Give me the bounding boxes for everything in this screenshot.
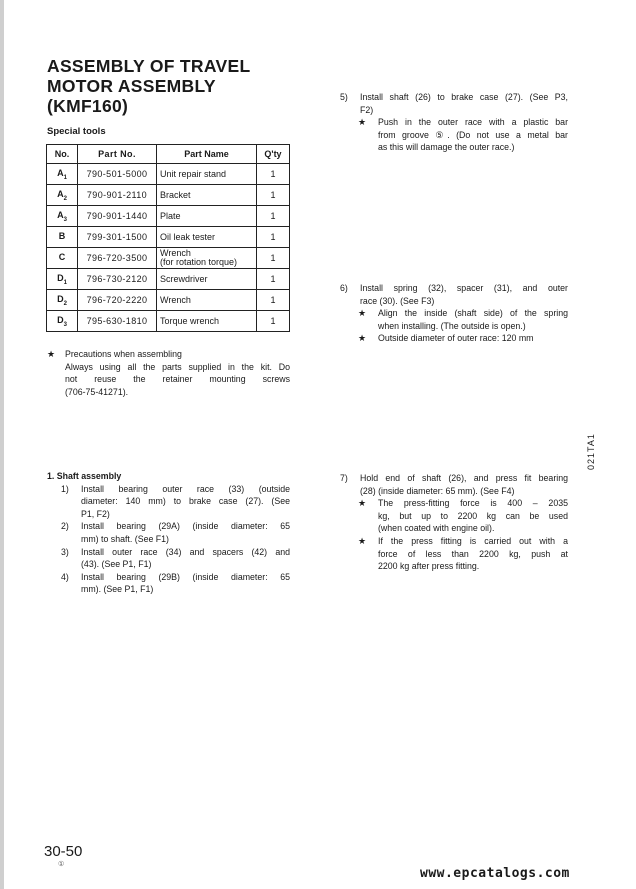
- note-line: (when coated with engine oil).: [378, 523, 495, 534]
- cell-no: C: [47, 248, 78, 269]
- table-row: [47, 311, 290, 332]
- cell-part-no: 790-901-1440: [78, 206, 157, 227]
- cell-no: B: [47, 227, 78, 248]
- note-item: [340, 307, 568, 332]
- precautions-line: (706-75-41271).: [65, 386, 129, 397]
- cell-part-no: 799-301-1500: [78, 227, 157, 248]
- title-line-3: (KMF160): [47, 96, 129, 116]
- star-icon: ★: [47, 349, 55, 359]
- section-heading: 1. Shaft assembly: [47, 471, 122, 481]
- cell-no: $D_3$: [47, 311, 78, 332]
- watermark-link[interactable]: www.epcatalogs.com: [420, 866, 570, 881]
- list-item: 2) Install bearing (29A) (inside diameter: 65 mm) to shaft. (See F1): [61, 521, 290, 544]
- section-shaft-assembly: [47, 470, 290, 596]
- star-icon: ★: [358, 333, 366, 344]
- cell-part-name: Plate: [157, 206, 257, 227]
- step-number: 5): [340, 92, 348, 102]
- cell-part-name: Wrench: [157, 290, 257, 311]
- step-line: F2): [360, 104, 374, 115]
- side-code: 021TA1: [586, 433, 596, 470]
- special-tools-label: Special tools: [47, 126, 106, 137]
- step-line: Install spring (32), spacer (31), and outer: [360, 283, 568, 293]
- star-icon: ★: [358, 308, 366, 319]
- note-line: as this will damage the outer race.): [378, 142, 515, 153]
- table-header-row: [47, 145, 290, 164]
- note-line: when installing. (The outside is open.): [378, 320, 526, 331]
- step-line: (28) (inside diameter: 65 mm). (See F4): [360, 485, 515, 496]
- cell-qty: 1: [257, 290, 290, 311]
- note-line: Outside diameter of outer race: 120 mm: [378, 333, 534, 344]
- cell-part-name: Unit repair stand: [157, 164, 257, 185]
- step-5: [340, 91, 568, 154]
- step-line: Install shaft (26) to brake case (27). (See P3,: [360, 92, 568, 102]
- step-number: 7): [340, 473, 348, 483]
- cell-part-name: Wrench (for rotation torque): [157, 248, 257, 269]
- header-part-no: Part No.: [78, 145, 157, 164]
- cell-part-name: Bracket: [157, 185, 257, 206]
- precautions-line: not reuse the retainer mounting screws: [65, 374, 290, 385]
- cell-qty: 1: [257, 248, 290, 269]
- table-row: [47, 227, 290, 248]
- cell-no: $D_1$: [47, 269, 78, 290]
- precautions-line: Always using all the parts supplied in the kit. Do: [65, 361, 290, 372]
- star-icon: ★: [358, 117, 366, 128]
- page-number: 30-50: [44, 843, 83, 860]
- step-number: 6): [340, 283, 348, 293]
- title-line-2: MOTOR ASSEMBLY: [47, 76, 216, 96]
- star-icon: ★: [358, 535, 366, 546]
- header-part-name: Part Name: [157, 145, 257, 164]
- star-icon: ★: [358, 498, 366, 509]
- table-row: [47, 248, 290, 269]
- cell-part-name: Oil leak tester: [157, 227, 257, 248]
- note-line: If the press fitting is carried out with a: [378, 535, 568, 546]
- note-line: The press-fitting force is 400 – 2035: [378, 498, 568, 509]
- cell-part-no: 795-630-1810: [78, 311, 157, 332]
- cell-qty: 1: [257, 206, 290, 227]
- note-line: kg, but up to 2200 kg can be used: [378, 510, 568, 521]
- note-line: 2200 kg after press fitting.: [378, 561, 480, 572]
- table-row: [47, 290, 290, 311]
- cell-qty: 1: [257, 311, 290, 332]
- table-row: [47, 164, 290, 185]
- table-row: [47, 269, 290, 290]
- note-item: [340, 535, 568, 573]
- table-row: [47, 206, 290, 227]
- step-line: race (30). (See F3): [360, 295, 435, 306]
- cell-qty: 1: [257, 269, 290, 290]
- cell-part-no: 790-501-5000: [78, 164, 157, 185]
- step-7: [340, 472, 568, 573]
- page-revision-mark: ①: [58, 861, 65, 868]
- header-no: No.: [47, 145, 78, 164]
- step-line: Hold end of shaft (26), and press fit bearing: [360, 473, 568, 483]
- cell-no: $A_3$: [47, 206, 78, 227]
- cell-part-name: Torque wrench: [157, 311, 257, 332]
- page-title: [47, 56, 287, 116]
- cell-qty: 1: [257, 185, 290, 206]
- cell-part-no: 796-720-2220: [78, 290, 157, 311]
- title-line-1: ASSEMBLY OF TRAVEL: [47, 56, 251, 76]
- header-qty: Q'ty: [257, 145, 290, 164]
- list-item: 3) Install outer race (34) and spacers (42) and (43). (See P1, F1): [61, 546, 290, 570]
- precautions-heading: Precautions when assembling: [65, 349, 182, 359]
- list-item: 1) Install bearing outer race (33) (outside diameter: 140 mm) to brake case (27). (See P1, F2): [61, 483, 290, 519]
- note-item: [340, 497, 568, 535]
- step-6: [340, 282, 568, 345]
- list-item: 4) Install bearing (29B) (inside diameter: 65 mm). (See P1, F1): [61, 571, 290, 595]
- note-item: [340, 116, 568, 154]
- cell-no: $A_2$: [47, 185, 78, 206]
- table-row: [47, 185, 290, 206]
- note-line: Push in the outer race with a plastic bar: [378, 117, 568, 128]
- special-tools-table: [46, 144, 290, 332]
- cell-part-name: Screwdriver: [157, 269, 257, 290]
- cell-no: $A_1$: [47, 164, 78, 185]
- cell-qty: 1: [257, 164, 290, 185]
- note-line: force of less than 2200 kg, push at: [378, 548, 568, 559]
- note-line: Align the inside (shaft side) of the spring: [378, 308, 568, 319]
- cell-part-no: 790-901-2110: [78, 185, 157, 206]
- note-item: [340, 332, 568, 345]
- cell-no: $D_2$: [47, 290, 78, 311]
- cell-part-no: 796-730-2120: [78, 269, 157, 290]
- page-edge-shadow: [0, 0, 4, 889]
- cell-qty: 1: [257, 227, 290, 248]
- cell-part-no: 796-720-3500: [78, 248, 157, 269]
- note-line: from groove ⑤. (Do not use a metal bar: [378, 129, 568, 140]
- precautions-note: [47, 348, 290, 398]
